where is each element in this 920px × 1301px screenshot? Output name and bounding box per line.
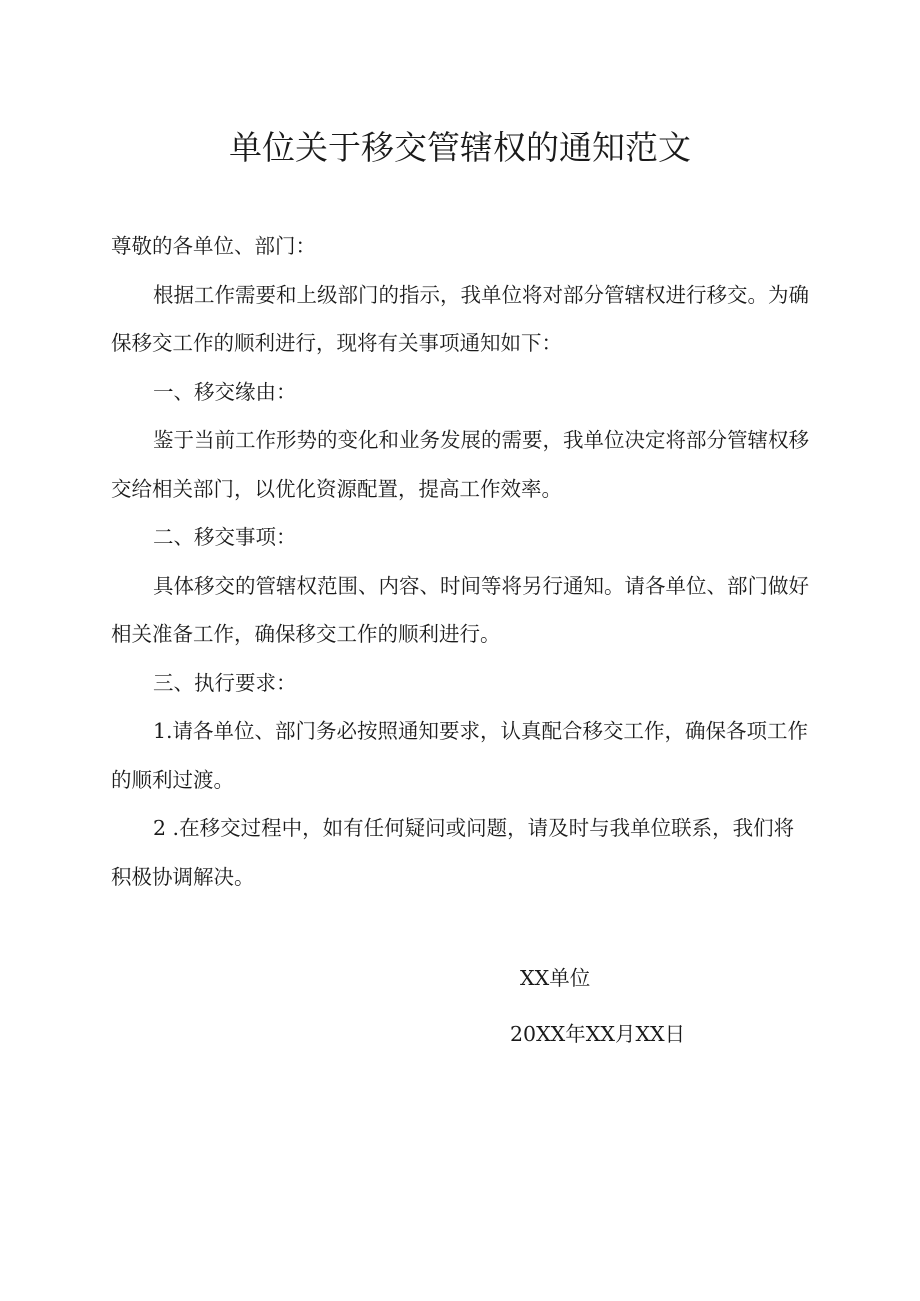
document-body: [111, 222, 811, 901]
signature-date: 20XX年XX月XX日: [510, 1022, 686, 1046]
requirement-item-1: 1.请各单位、部门务必按照通知要求，认真配合移交工作，确保各项工作的顺利过渡。: [111, 719, 809, 792]
section-paragraph-items: 具体移交的管辖权范围、内容、时间等将另行通知。请各单位、部门做好相关准备工作，确保移交工作的顺利进行。: [111, 573, 809, 646]
requirement-item-2: 2 .在移交过程中，如有任何疑问或问题，请及时与我单位联系，我们将积极协调解决。: [111, 816, 795, 889]
section-paragraph-reason: 鉴于当前工作形势的变化和业务发展的需要，我单位决定将部分管辖权移交给相关部门，以优化资源配置，提高工作效率。: [111, 428, 809, 501]
signature-unit: XX单位: [520, 966, 591, 990]
intro-paragraph: 根据工作需要和上级部门的指示，我单位将对部分管辖权进行移交。为确保移交工作的顺利进行，现将有关事项通知如下：: [111, 282, 809, 355]
section-heading-reason: 一、移交缘由：: [153, 379, 297, 404]
document-title: 单位关于移交管辖权的通知范文: [229, 128, 691, 167]
section-heading-items: 二、移交事项：: [153, 525, 297, 549]
salutation: 尊敬的各单位、部门：: [111, 234, 316, 258]
section-heading-requirements: 三、执行要求：: [153, 670, 297, 695]
